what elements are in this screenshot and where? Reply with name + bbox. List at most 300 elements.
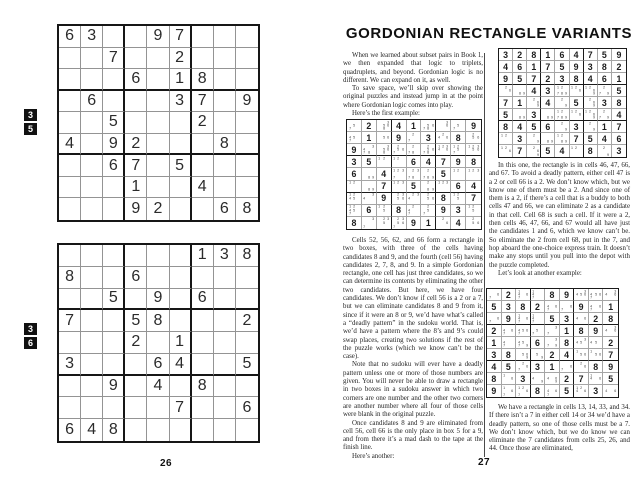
cell-digit: 7	[616, 121, 622, 132]
sudoku-cell	[436, 181, 451, 193]
puzzle-number-badge-35	[24, 109, 37, 137]
puzzle-number-badge-36	[24, 323, 37, 351]
sudoku-cell	[236, 48, 258, 70]
cell-digit: 7	[381, 181, 387, 192]
cell-digit: 5	[242, 354, 252, 372]
sudoku-cell	[513, 121, 527, 133]
sudoku-cell	[555, 73, 569, 85]
sudoku-cell	[574, 385, 589, 397]
sudoku-cell	[531, 337, 546, 349]
cell-digit: 3	[505, 301, 511, 312]
right-column-footer	[489, 404, 630, 454]
sudoku-cell	[147, 112, 169, 134]
sudoku-cell	[170, 155, 192, 177]
pencil-marks: 5 7	[532, 328, 539, 336]
sudoku-cell	[81, 177, 103, 199]
sudoku-cell	[59, 48, 81, 70]
sudoku-cell	[421, 156, 436, 168]
pencil-marks: 1 2 6	[500, 145, 511, 153]
cell-digit: 4	[425, 156, 431, 167]
cell-digit: 1	[531, 61, 537, 72]
pencil-marks: 2 4 6	[437, 132, 449, 140]
pencil-marks: 1 6	[503, 372, 514, 381]
pencil-marks: 2 7 8 9	[423, 168, 434, 180]
pencil-marks: 5 7	[452, 123, 460, 131]
sudoku-cell	[192, 354, 214, 376]
pencil-marks: 2 7 9	[599, 108, 610, 120]
sudoku-cell	[125, 289, 147, 311]
sudoku-cell	[392, 144, 407, 156]
pencil-marks: 1 2 3 4 6	[437, 144, 449, 152]
sudoku-cell	[603, 373, 618, 385]
page-number-right: 27	[477, 457, 491, 468]
sudoku-cell	[589, 349, 604, 361]
cell-digit: 8	[108, 421, 118, 439]
cell-digit: 4	[491, 361, 497, 372]
sudoku-cell	[103, 177, 125, 199]
sudoku-cell	[362, 217, 377, 229]
cell-digit: 8	[242, 246, 252, 264]
cell-digit: 7	[471, 193, 476, 204]
sudoku-cell	[502, 385, 517, 397]
cell-digit: 5	[491, 301, 497, 312]
pencil-marks: 2 7 9	[599, 84, 610, 96]
cell-digit: 7	[545, 61, 551, 72]
pencil-marks: 2 6	[442, 216, 449, 225]
sudoku-cell	[347, 205, 362, 217]
sudoku-cell	[192, 26, 214, 48]
sudoku-cell	[541, 133, 555, 145]
cell-digit: 4	[531, 85, 537, 96]
cell-digit: 4	[616, 109, 622, 120]
sudoku-cell	[466, 144, 481, 156]
pencil-marks: 8 9	[546, 115, 553, 120]
sudoku-cell	[487, 361, 502, 373]
sudoku-cell	[421, 193, 436, 205]
cell-digit: 9	[381, 193, 387, 204]
sudoku-cell	[541, 97, 555, 109]
sudoku-cell	[192, 155, 214, 177]
sudoku-cell	[236, 112, 258, 134]
cell-digit: 3	[503, 49, 508, 60]
cell-digit: 2	[131, 134, 141, 152]
sudoku-cell	[612, 145, 626, 157]
sudoku-cell	[560, 349, 575, 361]
sudoku-cell	[487, 385, 502, 397]
pencil-marks: 1 2 3 5 6	[467, 144, 480, 152]
body-paragraph: To save space, we’ll skip over showing the original puzzles and instead jump in at the point where Gordonian logic comes into play.	[343, 85, 483, 109]
sudoku-cell	[487, 337, 502, 349]
sudoku-cell	[147, 245, 169, 267]
sudoku-cell	[570, 109, 584, 121]
sudoku-cell	[236, 397, 258, 419]
sudoku-cell	[421, 205, 436, 217]
sudoku-cell	[499, 97, 513, 109]
pencil-marks: 1 2 3	[467, 168, 480, 173]
cell-digit: 1	[131, 178, 141, 196]
cell-digit: 1	[175, 69, 185, 87]
cell-digit: 5	[366, 156, 372, 167]
sudoku-cell	[407, 132, 422, 144]
column-divider	[484, 53, 485, 457]
sudoku-cell	[192, 245, 214, 267]
sudoku-cell	[502, 289, 517, 301]
sudoku-cell	[502, 349, 517, 361]
sudoku-cell	[541, 145, 555, 157]
sudoku-cell	[603, 325, 618, 337]
cell-digit: 6	[366, 205, 372, 216]
sudoku-cell	[147, 354, 169, 376]
pencil-marks: 1 2 6 9	[585, 108, 596, 120]
cell-digit: 8	[520, 301, 526, 312]
cell-digit: 8	[455, 132, 461, 143]
pencil-marks: 4 5 7	[348, 135, 355, 143]
sudoku-cell	[513, 85, 527, 97]
pencil-marks: 2 3 5	[382, 216, 389, 225]
sudoku-cell	[362, 120, 377, 132]
sudoku-cell	[487, 349, 502, 361]
pencil-marks: 2 5 6	[472, 216, 480, 225]
sudoku-cell	[451, 168, 466, 180]
pencil-marks: 3 4 5 6	[575, 288, 587, 297]
sudoku-cell	[531, 373, 546, 385]
sudoku-cell	[170, 332, 192, 354]
sudoku-cell	[499, 133, 513, 145]
sudoku-cell	[170, 134, 192, 156]
cell-digit: 3	[534, 361, 540, 372]
sudoku-cell	[59, 26, 81, 48]
cell-digit: 4	[153, 377, 163, 395]
pencil-marks: 2 6 9	[532, 96, 539, 108]
sudoku-cell	[103, 419, 125, 441]
pencil-marks: 1 4 6	[590, 372, 601, 381]
sudoku-cell	[555, 133, 569, 145]
pencil-marks: 3 7	[363, 216, 375, 229]
sudoku-cell	[466, 217, 481, 229]
sudoku-cell	[377, 132, 392, 144]
sudoku-cell	[545, 301, 560, 313]
sudoku-cell	[598, 49, 612, 61]
sudoku-cell	[170, 91, 192, 113]
pencil-marks: 8 9	[367, 187, 375, 192]
pencil-marks: 4 6	[605, 388, 617, 393]
sudoku-cell	[451, 144, 466, 156]
sudoku-cell	[598, 121, 612, 133]
sudoku-cell	[603, 361, 618, 373]
cell-digit: 8	[505, 349, 511, 360]
sudoku-cell	[545, 385, 560, 397]
sudoku-cell	[236, 332, 258, 354]
sudoku-cell	[541, 121, 555, 133]
sudoku-cell	[236, 155, 258, 177]
sudoku-cell	[81, 332, 103, 354]
pencil-marks: 2 6 9	[589, 96, 596, 108]
cell-digit: 8	[471, 156, 476, 167]
sudoku-cell	[598, 97, 612, 109]
sudoku-cell	[170, 112, 192, 134]
cell-digit: 3	[517, 133, 523, 144]
sudoku-cell	[170, 198, 192, 220]
sudoku-cell	[362, 156, 377, 168]
sudoku-cell	[147, 91, 169, 113]
sudoku-cell	[59, 310, 81, 332]
pencil-marks: 1 2 5	[378, 204, 385, 213]
pencil-marks: 1 2 5	[452, 192, 460, 200]
cell-digit: 1	[425, 217, 431, 228]
pencil-marks: 8 9	[518, 115, 525, 120]
sudoku-cell	[545, 349, 560, 361]
cell-digit: 1	[366, 132, 372, 143]
pencil-marks: 5 6 7 8	[423, 123, 434, 131]
sudoku-cell	[545, 325, 560, 337]
cell-digit: 3	[491, 349, 497, 360]
sudoku-cell	[125, 26, 147, 48]
sudoku-cell	[502, 373, 517, 385]
sudoku-cell	[545, 361, 560, 373]
sudoku-cell	[392, 132, 407, 144]
sudoku-cell	[487, 301, 502, 313]
pencil-marks: 2 8 9	[427, 180, 434, 192]
sudoku-cell	[214, 267, 236, 289]
sudoku-cell	[214, 134, 236, 156]
sudoku-cell	[466, 193, 481, 205]
sudoku-cell	[192, 419, 214, 441]
sudoku-cell	[612, 61, 626, 73]
pencil-marks: 1 2	[571, 145, 578, 150]
pencil-marks: 1 4 7	[532, 288, 535, 300]
sudoku-cell	[59, 112, 81, 134]
sudoku-cell	[81, 289, 103, 311]
sudoku-cell	[487, 289, 502, 301]
cell-digit: 9	[131, 200, 141, 218]
pencil-marks: 4 5 6 7	[517, 328, 529, 336]
sudoku-cell	[598, 109, 612, 121]
cell-digit: 8	[608, 313, 614, 324]
sudoku-cell	[612, 85, 626, 97]
sudoku-cell	[584, 97, 598, 109]
cell-digit: 6	[108, 156, 118, 174]
cell-digit: 1	[517, 97, 523, 108]
sudoku-cell	[574, 349, 589, 361]
sudoku-cell	[377, 181, 392, 193]
cell-digit: 5	[175, 156, 185, 174]
cell-digit: 7	[440, 156, 446, 167]
cell-digit: 4	[573, 49, 579, 60]
cell-digit: 1	[545, 49, 551, 60]
cell-digit: 3	[601, 97, 607, 108]
cell-digit: 8	[549, 289, 555, 300]
cell-digit: 4	[381, 168, 387, 179]
sudoku-cell	[466, 205, 481, 217]
sudoku-cell	[170, 26, 192, 48]
sudoku-cell	[570, 49, 584, 61]
sudoku-cell	[603, 301, 618, 313]
cell-digit: 8	[564, 337, 569, 348]
sudoku-cell	[59, 397, 81, 419]
sudoku-cell	[541, 109, 555, 121]
sudoku-cell	[407, 181, 422, 193]
sudoku-cell	[170, 289, 192, 311]
sudoku-cell	[531, 385, 546, 397]
sudoku-cell	[103, 198, 125, 220]
cell-digit: 4	[601, 133, 607, 144]
cell-digit: 8	[578, 325, 584, 336]
sudoku-cell	[516, 313, 531, 325]
sudoku-cell	[603, 349, 618, 361]
sudoku-cell	[377, 120, 392, 132]
sudoku-cell	[392, 168, 407, 180]
pencil-marks: 1 2	[452, 168, 460, 173]
sudoku-cell	[502, 325, 517, 337]
cell-digit: 4	[175, 354, 185, 372]
cell-digit: 9	[153, 289, 163, 307]
sudoku-cell	[574, 301, 589, 313]
sudoku-cell	[214, 397, 236, 419]
cell-digit: 9	[616, 49, 622, 60]
sudoku-cell	[421, 217, 436, 229]
sudoku-cell	[81, 354, 103, 376]
sudoku-cell	[103, 354, 125, 376]
sudoku-cell	[531, 349, 546, 361]
sudoku-cell	[560, 325, 575, 337]
sudoku-cell	[531, 301, 546, 313]
pencil-marks: 3 5 6 8	[382, 144, 389, 155]
cell-digit: 9	[471, 120, 476, 131]
sudoku-cell	[516, 289, 531, 301]
pencil-marks: 1 2 4 5	[348, 192, 355, 200]
sudoku-cell	[125, 267, 147, 289]
cell-digit: 6	[455, 181, 461, 192]
sudoku-cell	[147, 155, 169, 177]
sudoku-cell	[612, 133, 626, 145]
sudoku-cell	[214, 91, 236, 113]
sudoku-cell	[502, 337, 517, 349]
pencil-marks: 1 2 5 7	[452, 144, 460, 155]
pencil-marks: 1 2	[393, 156, 400, 161]
cell-digit: 6	[517, 61, 523, 72]
body-paragraph: When we learned about subset pairs in Book 1, we then expanded that logic to triplets, quadruplets, and beyond. Gordonian logic is no different. We can expand on it, as well.	[343, 52, 483, 84]
sudoku-cell	[589, 361, 604, 373]
sudoku-cell	[147, 419, 169, 441]
sudoku-cell	[214, 155, 236, 177]
pencil-marks: 2 5 6	[427, 192, 434, 200]
pencil-marks: 8 9	[546, 139, 553, 144]
pencil-marks: 2 7 8	[408, 144, 415, 155]
pencil-marks: 1 2 3	[393, 180, 404, 185]
sudoku-cell	[147, 332, 169, 354]
sudoku-cell	[584, 145, 598, 157]
body-paragraph: We have a rectangle in cells 13, 14, 33, and 34. If there isn’t a 7 in either cell 14 or 34 we’d have a deadly pattern, so one of those cells must be a 7. We don’t know which, but we do know we can eliminate the 7 candidates from cells 25, 26, and 44. Once those are eliminated,	[489, 404, 630, 453]
pencil-marks: 5 6	[382, 135, 389, 140]
cell-digit: 6	[351, 168, 357, 179]
cell-digit: 8	[503, 121, 508, 132]
sudoku-cell	[192, 69, 214, 91]
sudoku-cell	[574, 373, 589, 385]
sudoku-cell	[516, 361, 531, 373]
sudoku-cell	[516, 325, 531, 337]
pencil-marks: 1 2 7 8 9	[556, 108, 568, 120]
sudoku-cell	[527, 121, 541, 133]
sudoku-cell	[347, 132, 362, 144]
cell-digit: 9	[396, 132, 402, 143]
cell-digit: 3	[545, 85, 551, 96]
sudoku-cell	[170, 376, 192, 398]
cell-digit: 5	[573, 97, 579, 108]
sudoku-cell	[499, 109, 513, 121]
sudoku-cell	[236, 245, 258, 267]
pencil-marks: 4 5 7 9	[517, 340, 529, 348]
sudoku-cell	[170, 419, 192, 441]
cell-digit: 9	[351, 144, 357, 155]
sudoku-cell	[527, 133, 541, 145]
sudoku-cell	[192, 397, 214, 419]
pencil-marks: 4 6 7	[590, 304, 601, 312]
right-column-body	[489, 162, 630, 278]
sudoku-cell	[555, 145, 569, 157]
cell-digit: 3	[593, 386, 599, 396]
sudoku-cell	[236, 134, 258, 156]
sudoku-cell	[570, 145, 584, 157]
cell-digit: 5	[616, 85, 622, 96]
pencil-marks: 1 4 6 7	[517, 288, 529, 300]
pencil-marks: 1 2 8 9	[556, 132, 568, 144]
pencil-marks: 1 2	[348, 180, 355, 185]
pencil-marks: 1 2 7 8 9	[556, 84, 568, 96]
sudoku-cell	[192, 310, 214, 332]
sudoku-cell	[466, 132, 481, 144]
sudoku-cell	[421, 181, 436, 193]
sudoku-cell	[103, 91, 125, 113]
pencil-marks: 2 5 6 7 8	[423, 144, 434, 155]
left-column-intro	[343, 52, 483, 118]
sudoku-cell	[466, 120, 481, 132]
sudoku-cell	[236, 376, 258, 398]
sudoku-cell	[125, 310, 147, 332]
sudoku-cell	[516, 385, 531, 397]
sudoku-cell	[612, 121, 626, 133]
sudoku-cell	[59, 332, 81, 354]
cell-digit: 5	[559, 61, 565, 72]
sudoku-cell	[236, 198, 258, 220]
section-title: GORDONIAN RECTANGLE VARIANTS	[345, 25, 633, 42]
sudoku-cell	[574, 337, 589, 349]
sudoku-cell	[407, 205, 422, 217]
cell-digit: 5	[608, 373, 614, 384]
sudoku-cell	[584, 109, 598, 121]
sudoku-cell	[170, 310, 192, 332]
cell-digit: 8	[534, 386, 540, 396]
cell-digit: 7	[573, 133, 579, 144]
sudoku-cell	[170, 69, 192, 91]
cell-digit: 9	[491, 386, 497, 396]
cell-digit: 9	[608, 361, 614, 372]
sudoku-cell	[407, 193, 422, 205]
cell-digit: 3	[65, 354, 74, 372]
cell-digit: 2	[616, 61, 622, 72]
pencil-marks: 2 5 7	[423, 204, 430, 216]
pencil-marks: 2 3 7 8	[408, 168, 419, 180]
cell-digit: 3	[616, 146, 622, 156]
sudoku-cell	[392, 193, 407, 205]
cell-digit: 6	[65, 421, 74, 439]
sudoku-cell	[81, 112, 103, 134]
sudoku-cell	[347, 217, 362, 229]
sudoku-cell	[59, 177, 81, 199]
sudoku-cell	[236, 69, 258, 91]
sudoku-cell	[147, 26, 169, 48]
sudoku-cell	[502, 313, 517, 325]
sudoku-cell	[347, 181, 362, 193]
